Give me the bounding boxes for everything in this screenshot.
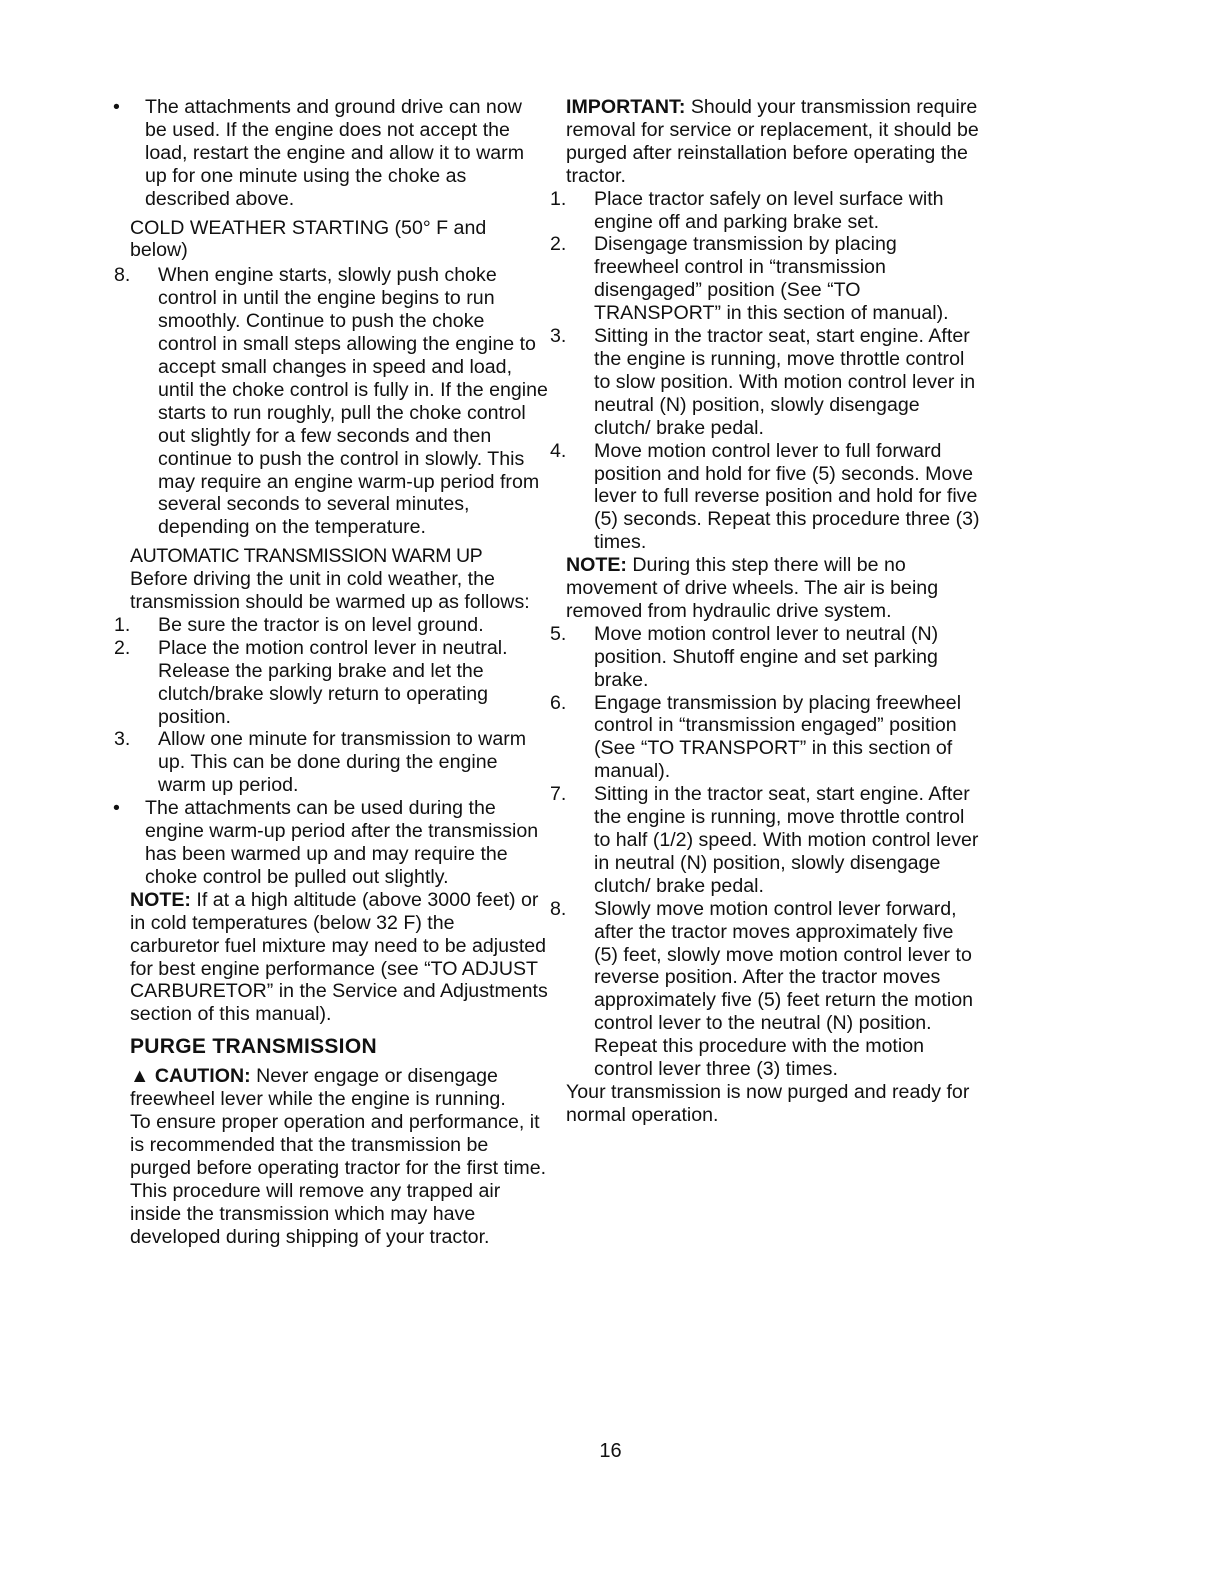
list-item [114,636,548,729]
step-text: Sitting in the tractor seat, start engine. After the engine is running, move throttle control to slow position. With motion control lever in neutral (N) position, slowly disengage clutch/ brake pedal. [594,325,976,439]
warning-icon: ▲ [130,1065,150,1088]
list-item [550,439,980,555]
step-text: Move motion control lever to full forward position and hold for five (5) seconds. Move lever to full reverse position and hold for five (5) seconds. Repeat this procedure three (3) times. [594,439,980,554]
caution-text: Never engage or disengage freewheel lever while the engine is running. [130,1065,506,1111]
note-text: If at a high altitude (above 3000 feet) or in cold temperatures (below 32 F) the carburetor fuel mixture may need to be adjusted for best engine performance (see “TO ADJUST CARBURETOR” in the Service and Adjustments section of this manual). [130,888,548,1026]
bullet-icon: • [113,96,120,118]
right-column [550,96,980,1127]
intro-bullet-text: The attachments and ground drive can now be used. If the engine does not accept the load, restart the engine and allow it to warm up for one minute using the choke as described above. [145,96,525,210]
step-text: Allow one minute for transmission to warm up. This can be done during the engine warm up period. [158,728,527,797]
bullet-icon: • [113,797,120,820]
auto-intro-text: Before driving the unit in cold weather, the transmission should be warmed up as follows: [130,568,530,614]
list-item [550,233,980,325]
step-text: Disengage transmission by placing freewheel control in “transmission disengaged” position (See “TO TRANSPORT” in this section of manual). [594,233,949,325]
step-text: Place the motion control lever in neutral. Release the parking brake and let the clutch/brake slowly return to operating position. [158,636,508,728]
list-item [550,187,980,234]
caution-paragraph [130,1065,548,1111]
list-item [550,325,980,440]
step-number: 6. [550,691,567,714]
list-item [113,797,548,889]
note-text: During this step there will be no movement of drive wheels. The air is being removed from hydraulic drive system. [566,554,939,622]
note-paragraph [130,889,548,1026]
attach-bullet-text: The attachments can be used during the engine warm-up period after the transmission has been warmed up and may require the choke control be pulled out slightly. [145,797,539,888]
step-number: 7. [550,783,567,806]
caution-label: CAUTION: [154,1065,251,1088]
page-number: 16 [599,1440,622,1462]
purge-intro-text: To ensure proper operation and performance, it is recommended that the transmission be purged before operating tractor for the first time. This procedure will remove any trapped air inside the transmission which may have developed during shipping of your tractor. [130,1110,547,1248]
cold-weather-heading: COLD WEATHER STARTING (50° F and below) [130,216,487,262]
list-item [550,897,980,1081]
step-text: Move motion control lever to neutral (N) position. Shutoff engine and set parking brake. [594,622,939,691]
step-number: 1. [550,187,567,210]
step-number: 8. [550,897,567,920]
important-label: IMPORTANT: [566,96,686,118]
step-text: Place tractor safely on level surface with engine off and parking brake set. [594,187,944,233]
step-number: 5. [550,622,567,645]
note-paragraph [566,554,980,623]
step-number: 8. [114,264,131,287]
important-paragraph [566,96,980,188]
purge-heading: PURGE TRANSMISSION [130,1035,377,1059]
step-number: 2. [550,233,567,256]
left-column [113,96,548,1248]
list-item [550,783,980,898]
closing-text: Your transmission is now purged and ready for normal operation. [566,1080,970,1126]
auto-transmission-heading: AUTOMATIC TRANSMISSION WARM UP [130,545,483,568]
list-item [550,691,980,784]
list-item [114,613,548,637]
list-item [550,622,980,692]
list-item [114,728,548,797]
step-text: When engine starts, slowly push choke control in until the engine begins to run smoothly. Continue to push the choke control in small steps allowing the engine to accept small changes in speed and load, until the choke control is fully in. If the engine starts to run roughly, pull the choke control out slightly for a few seconds and then continue to push the control in slowly. This may require an engine warm-up period from several seconds to several minutes, depending on the temperature. [158,264,548,539]
step-number: 1. [114,613,131,636]
step-text: Sitting in the tractor seat, start engine. After the engine is running, move throttle control to half (1/2) speed. With motion control lever in neutral (N) position, slowly disengage clutch/ brake pedal. [594,783,979,897]
step-text: Engage transmission by placing freewheel control in “transmission engaged” position (See “TO TRANSPORT” in this section of manual). [594,691,962,783]
step-number: 3. [114,728,131,751]
step-number: 4. [550,439,567,462]
step-text: Slowly move motion control lever forward, after the tractor moves approximately five (5) feet, slowly move motion control lever to reverse position. After the tractor moves approximately five (5) feet return the motion control lever to the neutral (N) position. Repeat this procedure with the motion control lever three (3) times. [594,897,973,1081]
step-number: 2. [114,636,131,659]
step-text: Be sure the tractor is on level ground. [158,613,484,636]
note-label: NOTE: [130,888,191,911]
list-item [113,96,548,211]
list-item [114,264,548,539]
important-text: Should your transmission require removal for service or replacement, it should be purged after reinstallation before operating the tractor. [566,96,979,187]
step-number: 3. [550,325,567,348]
note-label: NOTE: [566,554,627,577]
